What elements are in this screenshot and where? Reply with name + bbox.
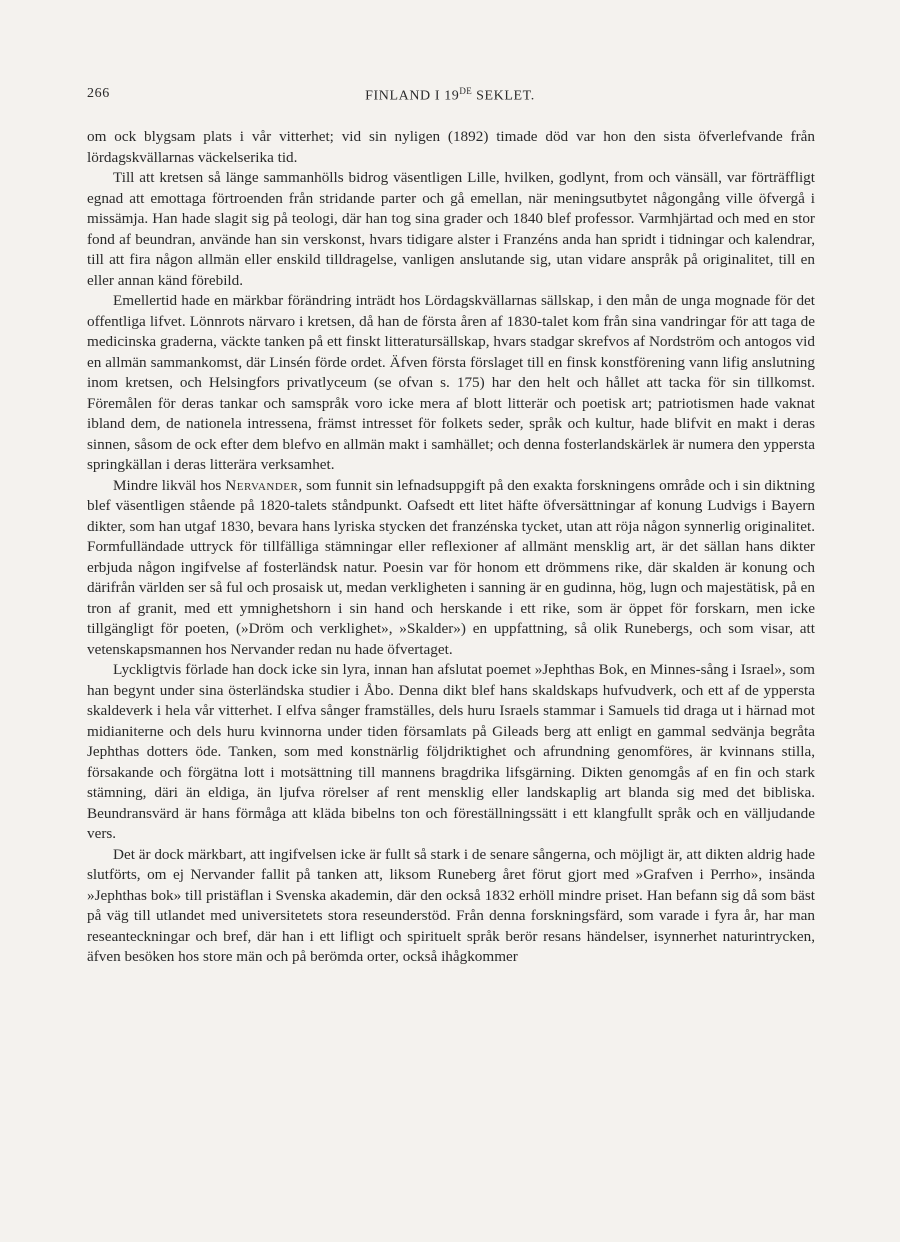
running-title <box>87 86 813 105</box>
running-title-superscript: DE <box>459 86 473 96</box>
running-title-suffix: SEKLET. <box>472 88 535 104</box>
paragraph-4 <box>87 476 815 661</box>
body-text <box>87 127 815 968</box>
paragraph-4-rest: likväl hos Nervander, som funnit sin lefnadsuppgift på den exakta forskningens område och i sin diktning blef väsentligen stående på 1820-talets ståndpunkt. Oafsedt ett litet häfte öfversättningar af konung Ludvigs i Bayern dikter, som han utgaf 1830, bevara hans lyriska stycken det franzénska tycket, utan att röja någon synnerlig originalitet. Formfulländade uttryck för tillfälliga stämningar eller reflexioner af allmänt mensklig art, är det sällan hans dikter erbjuda någon ingifvelse af fosterländsk natur. Poesin var för honom ett drömmens rike, där skalden är konung och därifrån världen ser så ful och prosaisk ut, medan verkligheten i sanning är en gudinna, hög, lugn och majestätisk, på en tron af granit, med ett ymnighetshorn i sin hand och herskande i ett rike, som är öppet för forskarn, men icke tillgängligt för poeten, (»Dröm och verklighet», »Skalder») en uppfattning, så olik Runebergs, och som visar, att vetenskapsmannen hos Nervander redan nu hade öfvertaget. <box>87 476 816 658</box>
page-number: 266 <box>87 86 110 101</box>
paragraph-3: Emellertid hade en märkbar förändring inträdt hos Lördagskvällarnas sällskap, i den mån de unga mognade för det offentliga lifvet. Lönnrots närvaro i kretsen, då han de första åren af 1830-talet kom från sina vandringar för att taga de medicinska graderna, väckte tanken på ett finskt litteratursällskap, hvars stadgar skrefvos af Nordström och antogos vid en allmän sammankomst, där Linsén förde ordet. Äfven första förslaget till en finsk konstförening vann lifig anslutning inom kretsen, och Helsingfors privatlyceum (se ofvan s. 175) har den helt och hållet att tacka för sin tillkomst. Föremålen för deras tankar och samspråk voro icke mera af blott litterär och poetisk art; patriotismen hade vaknat ibland dem, de nationela intressena, främst intresset för folkets seder, språk och kultur, hade blifvit en makt i deras sinnen, såsom de ock efter dem blefvo en allmän makt i samhället; och denna fosterlandskärlek är numera den yppersta springkällan i deras litterära verksamhet. <box>87 292 815 473</box>
running-title-prefix: FINLAND I 19 <box>365 88 460 104</box>
paragraph-5: Lyckligtvis förlade han dock icke sin lyra, innan han afslutat poemet »Jephthas Bok, en Minnes-sång i Israel», som han begynt under sina österländska studier i Åbo. Denna dikt blef hans skaldskaps hufvudverk, och ett af de yppersta skaldeverk i hela vår vitterhet. I elfva sånger framställes, dels huru Israels stammar i Samuels tid draga ut i härnad mot midianiterne och dels huru kvinnorna under tiden församlats på Gileads berg att enligt en gammal sedvänja begråta Jephthas dotters öde. Tanken, som med konstnärlig följdriktighet och afrundning genomföres, är kvinnans stilla, försakande och förgätna lott i motsättning till mannens bragdrika lifsgärning. Dikten genomgås af en fin och stark stämning, däri än eldiga, än ljufva rörelser af rent mensklig eller landskaplig art blanda sig med det bibliska. Beundransvärd är hans förmåga att kläda bibelns ton och föreställningssätt i ett klangfullt språk och en välljudande vers. <box>87 661 815 842</box>
page-header <box>87 86 813 110</box>
name-nervander: Nervander <box>225 476 299 494</box>
paragraph-1: om ock blygsam plats i vår vitterhet; vid sin nyligen (1892) timade död var hon den sista öfverlefvande från lördagskvällarnas väckelserika tid. <box>87 128 815 166</box>
paragraph-6: Det är dock märkbart, att ingifvelsen icke är fullt så stark i de senare sångerna, och möjligt är, att dikten aldrig hade slutförts, om ej Nervander fallit på tanken att, liksom Runeberg året förut gjort med »Grafven i Perrho», insända »Jephthas bok» till pristäflan i Svenska akademin, där den också 1832 erhöll mindre priset. Han befann sig då som bäst på väg till utlandet med universitetets stora reseunderstöd. Från denna forskningsfärd, som varade i fyra år, har man reseanteckningar och bref, där han i ett lifligt och spirituelt språk berör resans händelser, isynnerhet naturintrycken, äfven besöken hos store män och på berömda orter, också ihågkommer <box>87 845 815 965</box>
paragraph-4-lead: Mindre <box>113 476 158 494</box>
paragraph-2: Till att kretsen så länge sammanhölls bidrog väsentligen Lille, hvilken, godlynt, from och vänsäll, var förträffligt egnad att emottaga förtroenden från stridande parter och gå emellan, när meningsutbytet någongång ville öfvergå i missämja. Han hade slagit sig på teologi, där han tog sina grader och 1840 blef professor. Varmhjärtad och med en stor fond af beundran, använde han sin verskonst, hvars tidigare alster i Franzéns anda han spridt i tidningar och kalendrar, till att fira någon allmän eller enskild tilldragelse, vanligen anslutande sig, utan vidare anspråk på originalitet, till en eller annan känd förebild. <box>87 169 815 289</box>
